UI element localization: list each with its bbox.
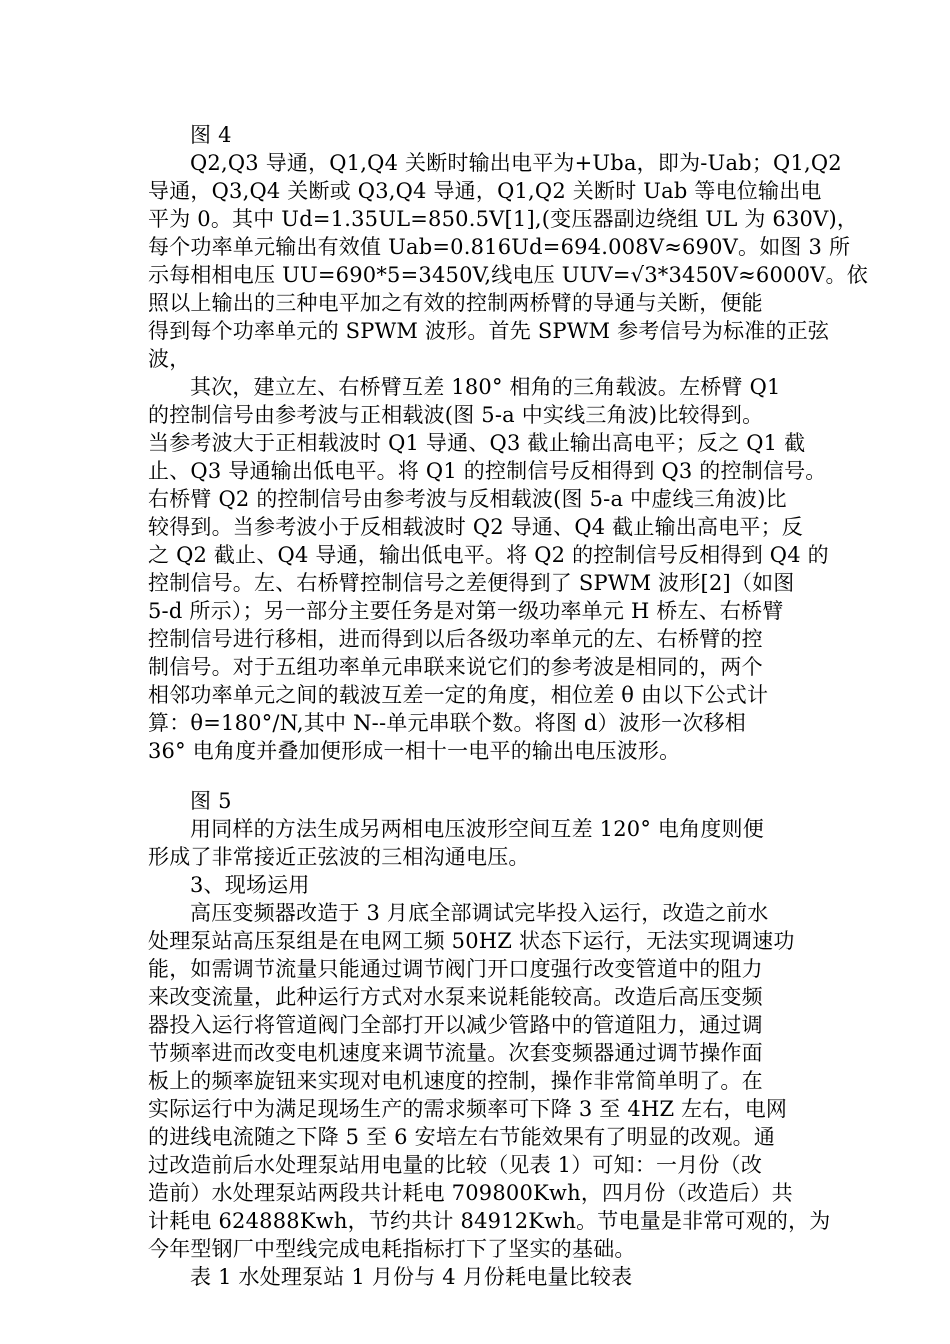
table-1-caption: 表 1 水处理泵站 1 月份与 4 月份耗电量比较表	[190, 1265, 633, 1289]
paragraph-1-line: 每个功率单元输出有效值 Uab=0.816Ud=694.008V≈690V。如图 3 所	[148, 235, 851, 259]
paragraph-2-line: 控制信号。左、右桥臂控制信号之差便得到了 SPWM 波形[2]（如图	[148, 571, 795, 595]
paragraph-1-line: 波，	[148, 347, 191, 371]
paragraph-2-line: 5-d 所示）；另一部分主要任务是对第一级功率单元 H 桥左、右桥臂	[148, 599, 784, 623]
paragraph-4-line: 节频率进而改变电机速度来调节流量。次套变频器通过调节操作面	[148, 1041, 763, 1065]
paragraph-2-line: 右桥臂 Q2 的控制信号由参考波与反相载波(图 5-a 中虚线三角波)比	[148, 487, 787, 511]
paragraph-2-line: 制信号。对于五组功率单元串联来说它们的参考波是相同的，两个	[148, 655, 763, 679]
figure-5-caption: 图 5	[190, 789, 232, 813]
paragraph-2-line: 之 Q2 截止、Q4 导通，输出低电平。将 Q2 的控制信号反相得到 Q4 的	[148, 543, 829, 567]
paragraph-1-line: 照以上输出的三种电平加之有效的控制两桥臂的导通与关断，便能	[148, 291, 763, 315]
paragraph-4-line: 造前）水处理泵站两段共计耗电 709800Kwh，四月份（改造后）共	[148, 1181, 793, 1205]
paragraph-2-line: 36° 电角度并叠加便形成一相十一电平的输出电压波形。	[148, 739, 681, 763]
paragraph-1-line: Q2,Q3 导通，Q1,Q4 关断时输出电平为+Uba，即为-Uab；Q1,Q2	[190, 151, 842, 175]
paragraph-2-line: 相邻功率单元之间的载波互差一定的角度，相位差 θ 由以下公式计	[148, 683, 769, 707]
paragraph-4-line: 来改变流量，此种运行方式对水泵来说耗能较高。改造后高压变频	[148, 985, 763, 1009]
paragraph-2-line: 止、Q3 导通输出低电平。将 Q1 的控制信号反相得到 Q3 的控制信号。	[148, 459, 827, 483]
paragraph-1-line: 导通，Q3,Q4 关断或 Q3,Q4 导通，Q1,Q2 关断时 Uab 等电位输出电	[148, 179, 822, 203]
paragraph-1-line: 示每相相电压 UU=690*5=3450V,线电压 UUV=√3*3450V≈6000V。依	[148, 263, 868, 287]
paragraph-2-line: 较得到。当参考波小于反相载波时 Q2 导通、Q4 截止输出高电平；反	[148, 515, 803, 539]
figure-4-caption: 图 4	[190, 123, 232, 147]
paragraph-4-line: 计耗电 624888Kwh，节约共计 84912Kwh。节电量是非常可观的，为	[148, 1209, 831, 1233]
paragraph-2-line: 算：θ=180°/N,其中 N--单元串联个数。将图 d）波形一次移相	[148, 711, 746, 735]
paragraph-4-line: 处理泵站高压泵组是在电网工频 50HZ 状态下运行，无法实现调速功	[148, 929, 795, 953]
section-3-heading: 3、现场运用	[190, 873, 310, 897]
paragraph-4-line: 板上的频率旋钮来实现对电机速度的控制，操作非常简单明了。在	[148, 1069, 763, 1093]
paragraph-4-line: 能，如需调节流量只能通过调节阀门开口度强行改变管道中的阻力	[148, 957, 763, 981]
paragraph-1-line: 得到每个功率单元的 SPWM 波形。首先 SPWM 参考信号为标准的正弦	[148, 319, 830, 343]
paragraph-3-line: 形成了非常接近正弦波的三相沟通电压。	[148, 845, 530, 869]
paragraph-2-line: 其次，建立左、右桥臂互差 180° 相角的三角载波。左桥臂 Q1	[190, 375, 781, 399]
paragraph-2-line: 控制信号进行移相，进而得到以后各级功率单元的左、右桥臂的控	[148, 627, 763, 651]
paragraph-4-line: 过改造前后水处理泵站用电量的比较（见表 1）可知：一月份（改	[148, 1153, 763, 1177]
paragraph-4-line: 高压变频器改造于 3 月底全部调试完毕投入运行，改造之前水	[190, 901, 769, 925]
paragraph-4-line: 今年型钢厂中型线完成电耗指标打下了坚实的基础。	[148, 1237, 636, 1261]
paragraph-2-line: 的控制信号由参考波与正相载波(图 5-a 中实线三角波)比较得到。	[148, 403, 764, 427]
paragraph-1-line: 平为 0。其中 Ud=1.35UL=850.5V[1],(变压器副边绕组 UL 为 630V)，	[148, 207, 859, 231]
paragraph-4-line: 器投入运行将管道阀门全部打开以减少管路中的管道阻力，通过调	[148, 1013, 763, 1037]
paragraph-4-line: 的进线电流随之下降 5 至 6 安培左右节能效果有了明显的改观。通	[148, 1125, 776, 1149]
paragraph-3-line: 用同样的方法生成另两相电压波形空间互差 120° 电角度则便	[190, 817, 764, 841]
paragraph-4-line: 实际运行中为满足现场生产的需求频率可下降 3 至 4HZ 左右，电网	[148, 1097, 788, 1121]
paragraph-2-line: 当参考波大于正相载波时 Q1 导通、Q3 截止输出高电平；反之 Q1 截	[148, 431, 806, 455]
